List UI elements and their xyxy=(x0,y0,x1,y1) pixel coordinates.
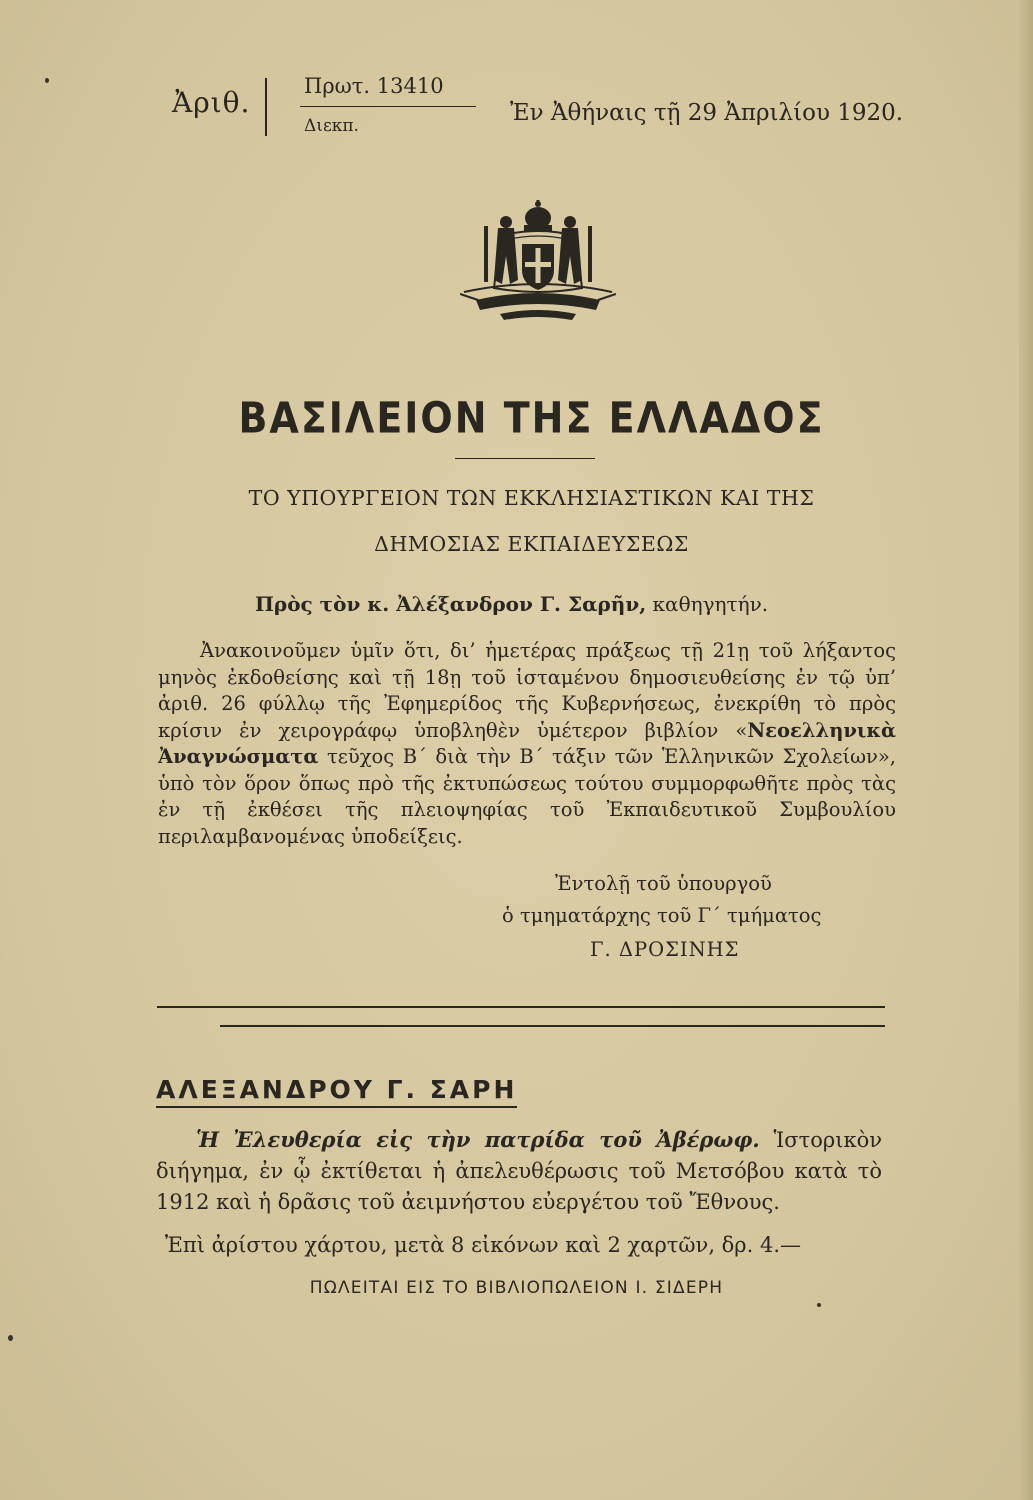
ad-price-line: Ἐπὶ ἀρίστου χάρτου, μετὰ 8 εἰκόνων καὶ 2 χαρτῶν, δρ. 4.— xyxy=(165,1233,802,1257)
dateline: Ἐν Ἀθήναις τῇ 29 Ἀπριλίου 1920. xyxy=(510,100,904,126)
letter-body-part-1: Ἀνακοινοῦμεν ὑμῖν ὅτι, δι’ ἡμετέρας πράξεως τῇ 21ῃ τοῦ λήξαντος μηνὸς ἐκδοθείσης καὶ τῇ 18ῃ τοῦ ἱσταμένου δημοσιευθείσης ἐν τῷ ὑπ’ ἀριθ. 26 φύλλῳ τῆς Ἐφημερίδος τῆς Κυβερνήσεως, ἐνεκρίθη τὸ πρὸς κρίσιν ἐν χειρογράφῳ ὑποβληθὲν ὑμέτερον βιβλίον « xyxy=(158,639,896,742)
kingdom-title: ΒΑΣΙΛΕΙΟΝ ΤΗΣ ΕΛΛΑΔΟΣ xyxy=(238,393,825,443)
letter-body-part-2: τεῦχος Β΄ διὰ τὴν Β΄ τάξιν τῶν Ἑλληνικῶν Σχολείων», ὑπὸ τὸν ὅρον ὅπως πρὸ τῆς ἐκτυπώσεως τούτου συμμορφωθῆτε πρὸς τὰς ἐν τῇ ἐκθέσει τῆς πλειοψηφίας τοῦ Ἐκπαιδευτικοῦ Συμβουλίου περιλαμβανομένας ὑποδείξεις. xyxy=(158,745,896,848)
separator-rule-1 xyxy=(157,1006,885,1008)
addressee xyxy=(255,592,768,616)
page-edge xyxy=(1019,0,1033,1500)
arith-label: Ἀριθ. xyxy=(172,86,251,119)
reference-divider xyxy=(300,106,476,107)
dispatch-label: Διεκπ. xyxy=(304,116,359,136)
ad-book-title: Ἡ Ἐλευθερία εἰς τὴν πατρίδα τοῦ Ἀβέρωφ. xyxy=(196,1127,760,1152)
protocol-number: Πρωτ. 13410 xyxy=(304,74,444,98)
letter-body xyxy=(158,638,896,850)
book-name: Νεοελληνικὰ Ἀναγνώσματα xyxy=(158,718,896,768)
paper-speck xyxy=(45,78,49,83)
ad-book-description xyxy=(156,1124,882,1218)
paper-speck xyxy=(817,1303,821,1307)
title-rule xyxy=(455,458,595,459)
separator-rule-2 xyxy=(220,1025,885,1027)
signature-name: Γ. ΔΡΟΣΙΝΗΣ xyxy=(590,938,740,961)
paper-speck xyxy=(8,1335,13,1341)
ministry-line-1: ΤΟ ΥΠΟΥΡΓΕΙΟΝ ΤΩΝ ΕΚΚΛΗΣΙΑΣΤΙΚΩΝ ΚΑΙ ΤΗΣ xyxy=(248,486,815,510)
ad-sold-at: ΠΩΛΕΙΤΑΙ ΕΙΣ ΤΟ ΒΙΒΛΙΟΠΩΛΕΙΟΝ Ι. ΣΙΔΕΡΗ xyxy=(309,1278,724,1298)
ad-book-desc: Ἱστορικὸν διήγημα, ἐν ᾧ ἐκτίθεται ἡ ἀπελευθέρωσις τοῦ Μετσόβου κατὰ τὸ 1912 καὶ ἡ δρᾶσις τοῦ ἀειμνήστου εὐεργέτου τοῦ Ἔθνους. xyxy=(156,1128,882,1214)
addressee-name: Πρὸς τὸν κ. Ἀλέξανδρον Γ. Σαρῆν, xyxy=(255,592,647,616)
ministry-line-2: ΔΗΜΟΣΙΑΣ ΕΚΠΑΙΔΕΥΣΕΩΣ xyxy=(374,532,689,556)
ad-author: ΑΛΕΞΑΝΔΡΟΥ Γ. ΣΑΡΗ xyxy=(156,1075,517,1108)
addressee-title: καθηγητήν. xyxy=(646,592,769,616)
reference-brace xyxy=(265,78,273,136)
signature-line-2: ὁ τμηματάρχης τοῦ Γ΄ τμήματος xyxy=(502,904,822,927)
signature-line-1: Ἐντολῇ τοῦ ὑπουργοῦ xyxy=(555,872,772,895)
coat-of-arms-icon xyxy=(460,196,616,328)
